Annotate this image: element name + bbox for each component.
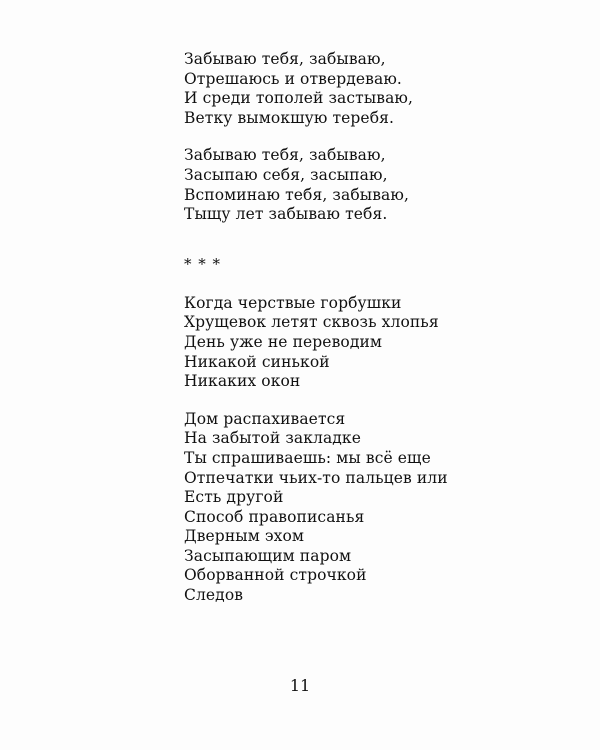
poem-line: Оборванной строчкой [184, 566, 367, 585]
section-separator: * * * [184, 254, 222, 273]
poem1-stanza2 [184, 146, 544, 224]
poem-line: Никакой синькой [184, 352, 330, 371]
poem-line: Следов [184, 586, 244, 605]
poem-line: Тыщу лет забываю тебя. [184, 205, 388, 224]
poem2-stanza2 [184, 410, 544, 606]
poem-line: Засыпающим паром [184, 546, 352, 565]
poem-line: Есть другой [184, 488, 284, 507]
poem-line: Отпечатки чьих-то пальцев или [184, 468, 448, 487]
poem-line: Дом распахивается [184, 409, 346, 428]
poem-line: Хрущевок летят сквозь хлопья [184, 313, 439, 332]
poem1-stanza1 [184, 50, 544, 128]
poem-text [184, 50, 544, 606]
poem-line: И среди тополей застываю, [184, 89, 414, 108]
section-gap [184, 274, 544, 294]
poem-line: День уже не переводим [184, 332, 383, 351]
section-gap [184, 225, 544, 255]
poem-line: Ветку вымокшую теребя. [184, 108, 395, 127]
poem-line: Никаких окон [184, 372, 301, 391]
poem2-stanza1 [184, 294, 544, 392]
poem-line: Ты спрашиваешь: мы всё еще [184, 448, 431, 467]
poem-line: Способ правописанья [184, 507, 365, 526]
poem-line: Засыпаю себя, засыпаю, [184, 165, 388, 184]
stanza-gap [184, 128, 544, 146]
poem-line: Отрешаюсь и отвердеваю. [184, 69, 402, 88]
poem-line: Когда черствые горбушки [184, 293, 402, 312]
stanza-gap [184, 392, 544, 410]
poem-line: Дверным эхом [184, 527, 305, 546]
poem-line: Забываю тебя, забываю, [184, 146, 386, 165]
poem-line: Вспоминаю тебя, забываю, [184, 185, 409, 204]
page-number: 11 [289, 676, 311, 695]
poem-line: На забытой закладке [184, 429, 361, 448]
poem-line: Забываю тебя, забываю, [184, 50, 386, 68]
